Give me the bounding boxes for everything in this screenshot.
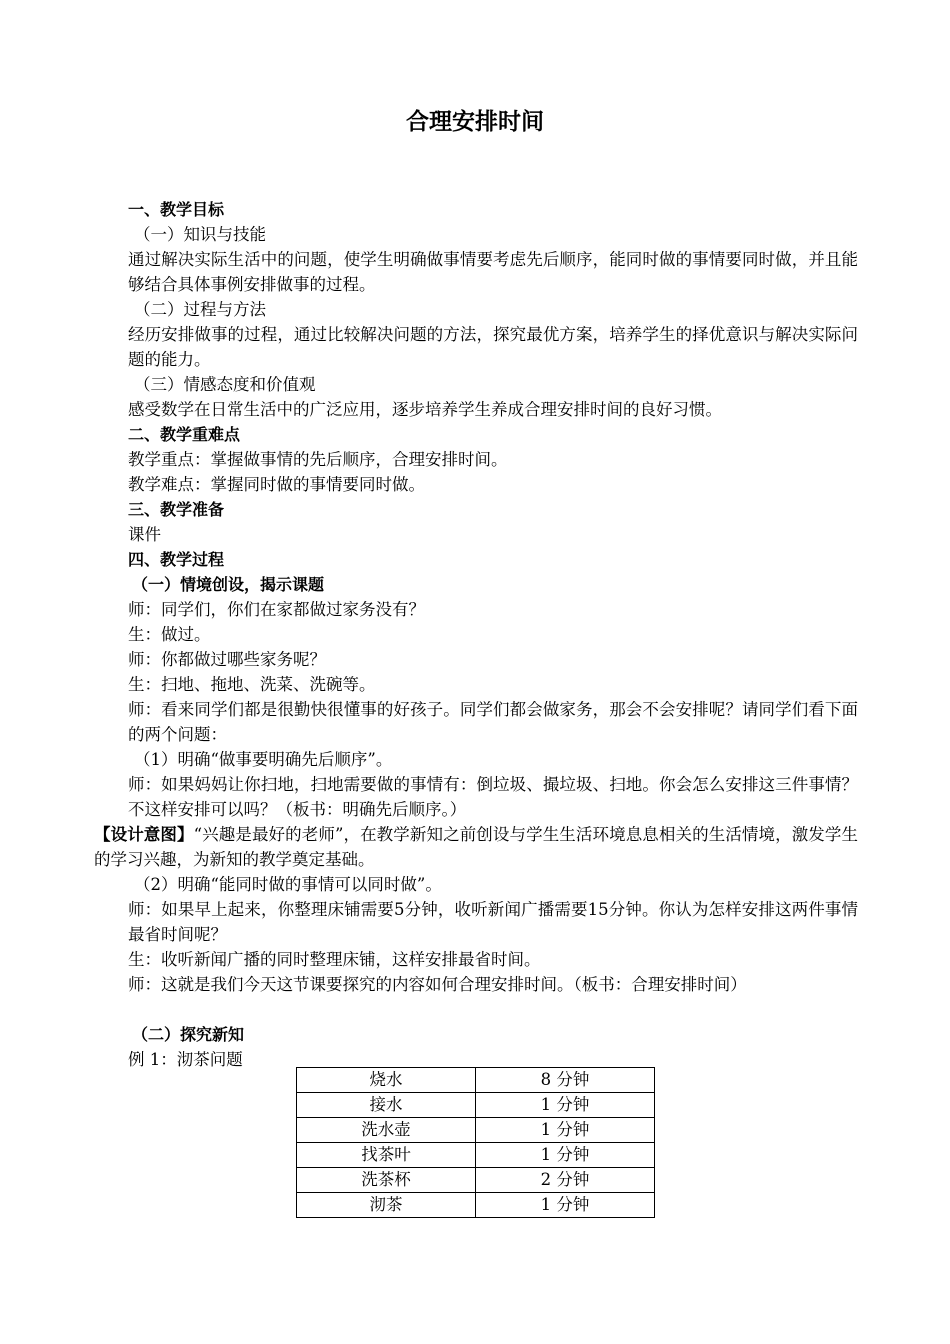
time-cell: 2 分钟 — [476, 1168, 655, 1193]
subheading-attitude-values: （三）情感态度和价值观 — [134, 375, 316, 394]
time-cell: 1 分钟 — [476, 1118, 655, 1143]
table-row — [297, 1118, 655, 1143]
design-intent-label: 【设计意图】 — [94, 825, 194, 844]
section-heading-preparation: 三、教学准备 — [128, 500, 225, 519]
design-intent-text: “兴趣是最好的老师”，在教学新知之前创设与学生生活环境息息相关的生活情境，激发学生的学习兴趣，为新知的教学奠定基础。 — [94, 825, 859, 869]
task-cell: 洗水壶 — [297, 1118, 476, 1143]
task-cell: 沏茶 — [297, 1193, 476, 1218]
dialogue-line: 师：同学们，你们在家都做过家务没有？ — [128, 600, 425, 619]
subheading-knowledge-skills: （一）知识与技能 — [134, 225, 266, 244]
table-row — [297, 1193, 655, 1218]
table-row — [297, 1143, 655, 1168]
task-cell: 洗茶杯 — [297, 1168, 476, 1193]
subheading-process-methods: （二）过程与方法 — [134, 300, 266, 319]
paragraph-attitude-values: 感受数学在日常生活中的广泛应用，逐步培养学生养成合理安排时间的良好习惯。 — [128, 400, 722, 419]
subheading-explore: （二）探究新知 — [132, 1025, 245, 1044]
table-row — [297, 1068, 655, 1093]
tea-task-table — [296, 1067, 655, 1218]
task-cell: 烧水 — [297, 1068, 476, 1093]
dialogue-line: 师：这就是我们今天这节课要探究的内容如何合理安排时间。（板书：合理安排时间） — [128, 975, 747, 994]
time-cell: 1 分钟 — [476, 1193, 655, 1218]
example-label: 例 1：沏茶问题 — [128, 1050, 243, 1069]
blank-line — [128, 997, 858, 1022]
design-intent — [94, 822, 858, 872]
dialogue-line: 生：做过。 — [128, 625, 211, 644]
paragraph-process-methods: 经历安排做事的过程，通过比较解决问题的方法，探究最优方案，培养学生的择优意识与解决实际问题的能力。 — [128, 325, 858, 369]
paragraph-difficult-point: 教学难点：掌握同时做的事情要同时做。 — [128, 475, 425, 494]
section-heading-key-difficulties: 二、教学重难点 — [128, 425, 241, 444]
section-heading-objectives: 一、教学目标 — [128, 200, 225, 219]
task-cell: 找茶叶 — [297, 1143, 476, 1168]
dialogue-line: 师：如果早上起来，你整理床铺需要5分钟，收听新闻广播需要15分钟。你认为怎样安排这两件事情最省时间呢？ — [128, 900, 858, 944]
question-one: （1）明确“做事要明确先后顺序”。 — [134, 750, 393, 769]
paragraph-preparation: 课件 — [128, 525, 161, 544]
dialogue-line: 生：扫地、拖地、洗菜、洗碗等。 — [128, 675, 376, 694]
time-cell: 8 分钟 — [476, 1068, 655, 1093]
dialogue-line: 生：收听新闻广播的同时整理床铺，这样安排最省时间。 — [128, 950, 541, 969]
section-heading-process: 四、教学过程 — [128, 550, 225, 569]
subheading-scenario: （一）情境创设，揭示课题 — [132, 575, 325, 594]
page-title: 合理安排时间 — [406, 109, 544, 135]
question-two: （2）明确“能同时做的事情可以同时做”。 — [134, 875, 442, 894]
table-row — [297, 1093, 655, 1118]
paragraph-key-point: 教学重点：掌握做事情的先后顺序，合理安排时间。 — [128, 450, 508, 469]
document-body — [94, 197, 859, 1072]
dialogue-line: 师：你都做过哪些家务呢？ — [128, 650, 326, 669]
dialogue-line: 师：看来同学们都是很勤快很懂事的好孩子。同学们都会做家务，那会不会安排呢？请同学们看下面的两个问题： — [128, 700, 858, 744]
paragraph-knowledge-skills: 通过解决实际生活中的问题，使学生明确做事情要考虑先后顺序，能同时做的事情要同时做，并且能够结合具体事例安排做事的过程。 — [128, 250, 858, 294]
task-cell: 接水 — [297, 1093, 476, 1118]
time-cell: 1 分钟 — [476, 1143, 655, 1168]
table-row — [297, 1168, 655, 1193]
time-cell: 1 分钟 — [476, 1093, 655, 1118]
dialogue-line: 师：如果妈妈让你扫地，扫地需要做的事情有：倒垃圾、撮垃圾、扫地。你会怎么安排这三件事情？不这样安排可以吗？（板书：明确先后顺序。） — [128, 775, 858, 819]
